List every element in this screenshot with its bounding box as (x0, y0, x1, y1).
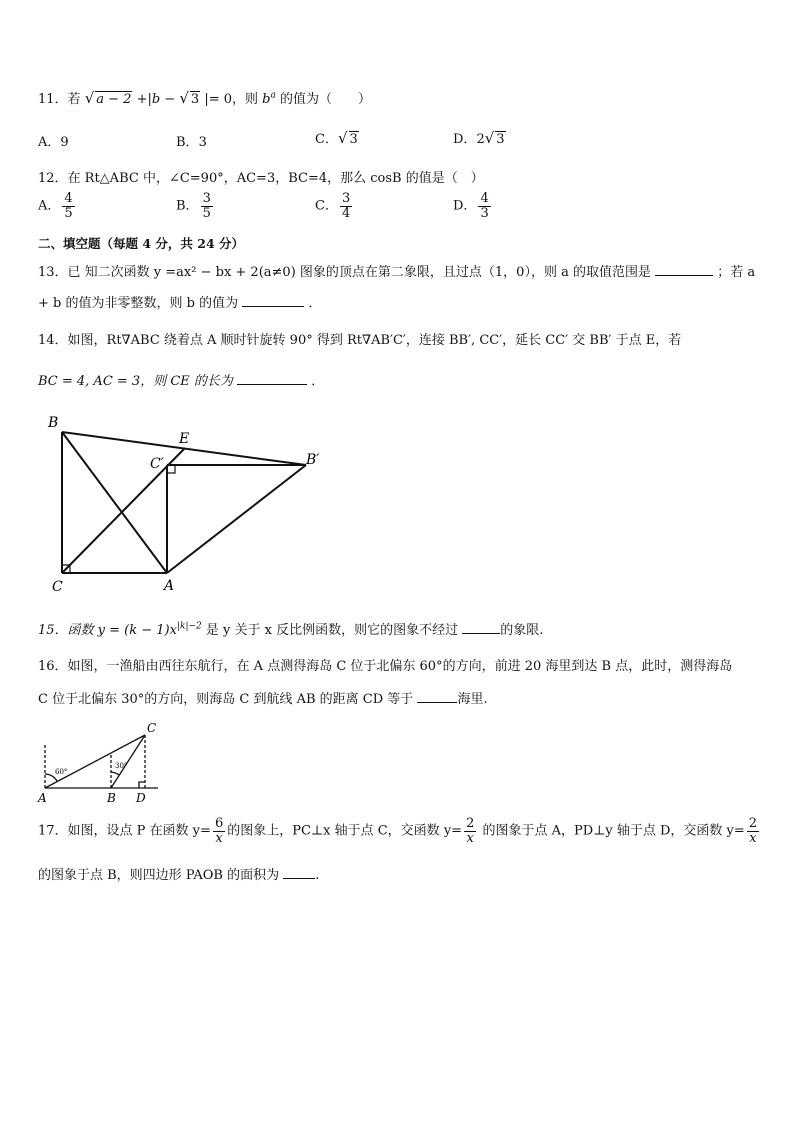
option-label: A． (38, 198, 61, 214)
denominator: x (749, 830, 757, 846)
section-header-fill-in: 二、填空题（每题 4 分，共 24 分） (38, 236, 245, 251)
q13-tail-2: ． (308, 296, 322, 311)
q13-blank-2[interactable] (242, 294, 304, 307)
q15-tail: 的象限. (500, 623, 544, 638)
q11-radicand: a − 2 (96, 92, 132, 107)
option-value: 3 (496, 132, 505, 147)
denominator: 4 (341, 205, 351, 221)
option-value: 9 (60, 135, 69, 150)
q17-tail: . (315, 868, 320, 883)
q12-option-d (453, 192, 493, 220)
q11-b: b (262, 92, 271, 107)
option-label: B． (176, 135, 199, 150)
q16-blank[interactable] (417, 690, 457, 703)
q14-line1: 14．如图，Rt∇ABC 绕着点 A 顺时针旋转 90° 得到 Rt∇AB′C′，连接 BB′, CC′，延长 CC′ 交 BB′ 于点 E，若 (38, 333, 682, 348)
q13-line2 (38, 292, 321, 311)
q13-tail: ；若 a (717, 265, 756, 280)
numerator: 4 (64, 191, 73, 206)
q11-eq0: |= 0，则 (204, 92, 259, 107)
q11-abs-b: +|b − (136, 92, 176, 107)
label-a: A (38, 791, 47, 805)
option-label: C． (315, 198, 338, 214)
option-coef: 2 (476, 132, 485, 147)
q12-option-b (176, 192, 215, 220)
denominator: 5 (64, 205, 73, 221)
numerator: 4 (480, 191, 489, 206)
q16-line1: 16．如图，一渔船由西往东航行，在 A 点测得海岛 C 位于北偏东 60°的方向，前进 20 海里到达 B 点，此时，测得海岛 (38, 659, 733, 674)
label-e: E (179, 431, 190, 447)
q15-exponent: |k|−2 (176, 621, 202, 632)
fraction (62, 192, 74, 220)
sqrt-symbol: √ (484, 129, 495, 147)
q13-text: 13．已 知二次函数 y =ax² − bx + 2(a≠0) 图象的顶点在第二象限，且过点（1，0），则 a 的取值范围是 (38, 265, 651, 280)
option-label: B． (176, 198, 199, 214)
label-d: D (136, 791, 146, 805)
q14-tail: ． (311, 374, 325, 389)
q11-option-b (176, 131, 207, 150)
label-b: B (107, 791, 116, 805)
q15-function: 15．函数 y = (k − 1)x (38, 623, 177, 638)
denominator: x (466, 830, 474, 846)
q11-a-sup: a (270, 90, 276, 101)
fraction-2-over-x (464, 817, 476, 845)
angle-60: 60° (55, 768, 68, 776)
q16-line2 (38, 688, 488, 707)
numerator: 3 (202, 191, 211, 206)
q11-option-d (453, 128, 506, 147)
option-label: C． (315, 132, 338, 147)
q16-tail: 海里. (457, 692, 488, 707)
option-value: 3 (198, 135, 207, 150)
q11-tail: 的值为（ ） (280, 92, 372, 107)
q12-option-a (38, 192, 77, 220)
numerator: 3 (341, 191, 351, 206)
q17-text-4: 的图象于点 B，则四边形 PAOB 的面积为 (38, 868, 280, 883)
q15-blank[interactable] (462, 621, 500, 634)
sqrt-symbol: √ (179, 89, 189, 107)
q11-option-a (38, 131, 69, 150)
q11-stem (38, 88, 371, 107)
q14-text: BC = 4, AC = 3，则 CE 的长为 (38, 374, 233, 389)
q16-figure (30, 720, 170, 806)
q11-number: 11．若 (38, 92, 81, 107)
numerator: 2 (748, 816, 758, 831)
fraction-6-over-x (213, 817, 225, 845)
q13-blank-1[interactable] (655, 263, 713, 276)
option-label: A． (38, 135, 61, 150)
q17-text-2: 的图象上，PC⊥x 轴于点 C，交函数 y= (227, 823, 463, 839)
q12-option-c (315, 192, 354, 220)
option-label: D． (453, 198, 477, 214)
q13-text-2: + b 的值为非零整数，则 b 的值为 (38, 296, 239, 311)
label-c: C (147, 721, 157, 735)
q15-line (38, 619, 543, 638)
q17-text-3: 的图象于点 A，PD⊥y 轴于点 D，交函数 y= (478, 823, 745, 839)
q17-text-1: 17．如图，设点 P 在函数 y= (38, 823, 211, 839)
angle-30: 30° (115, 762, 128, 770)
label-c-prime: C′ (150, 456, 164, 472)
label-c: C (52, 579, 63, 595)
fraction (340, 192, 352, 220)
fraction (201, 192, 213, 220)
denominator: 5 (202, 205, 211, 221)
q17-line2 (38, 864, 319, 883)
q11-sqrt3: 3 (190, 92, 200, 107)
q15-text: 是 y 关于 x 反比例函数，则它的图象不经过 (201, 623, 459, 638)
option-value: 3 (349, 132, 358, 147)
sqrt-symbol: √ (84, 89, 95, 107)
q17-blank[interactable] (283, 866, 315, 879)
fraction (478, 192, 490, 220)
option-label: D． (453, 132, 477, 147)
label-a: A (164, 578, 175, 594)
q14-figure (40, 410, 330, 595)
q14-blank[interactable] (237, 372, 307, 385)
q11-option-c (315, 128, 359, 147)
sqrt-symbol: √ (337, 129, 348, 147)
label-b-prime: B′ (306, 452, 320, 468)
label-b: B (48, 415, 59, 431)
fraction-2-over-x (747, 817, 759, 845)
q16-text: C 位于北偏东 30°的方向，则海岛 C 到航线 AB 的距离 CD 等于 (38, 692, 414, 707)
q14-line2 (38, 370, 324, 389)
q12-stem: 12．在 Rt△ABC 中，∠C=90°，AC=3，BC=4，那么 cosB 的值是（ ） (38, 171, 484, 186)
q13-line1 (38, 261, 755, 280)
numerator: 6 (214, 816, 224, 831)
denominator: 3 (480, 205, 489, 221)
denominator: x (215, 830, 223, 846)
numerator: 2 (466, 816, 475, 831)
q17-line1 (38, 817, 761, 845)
